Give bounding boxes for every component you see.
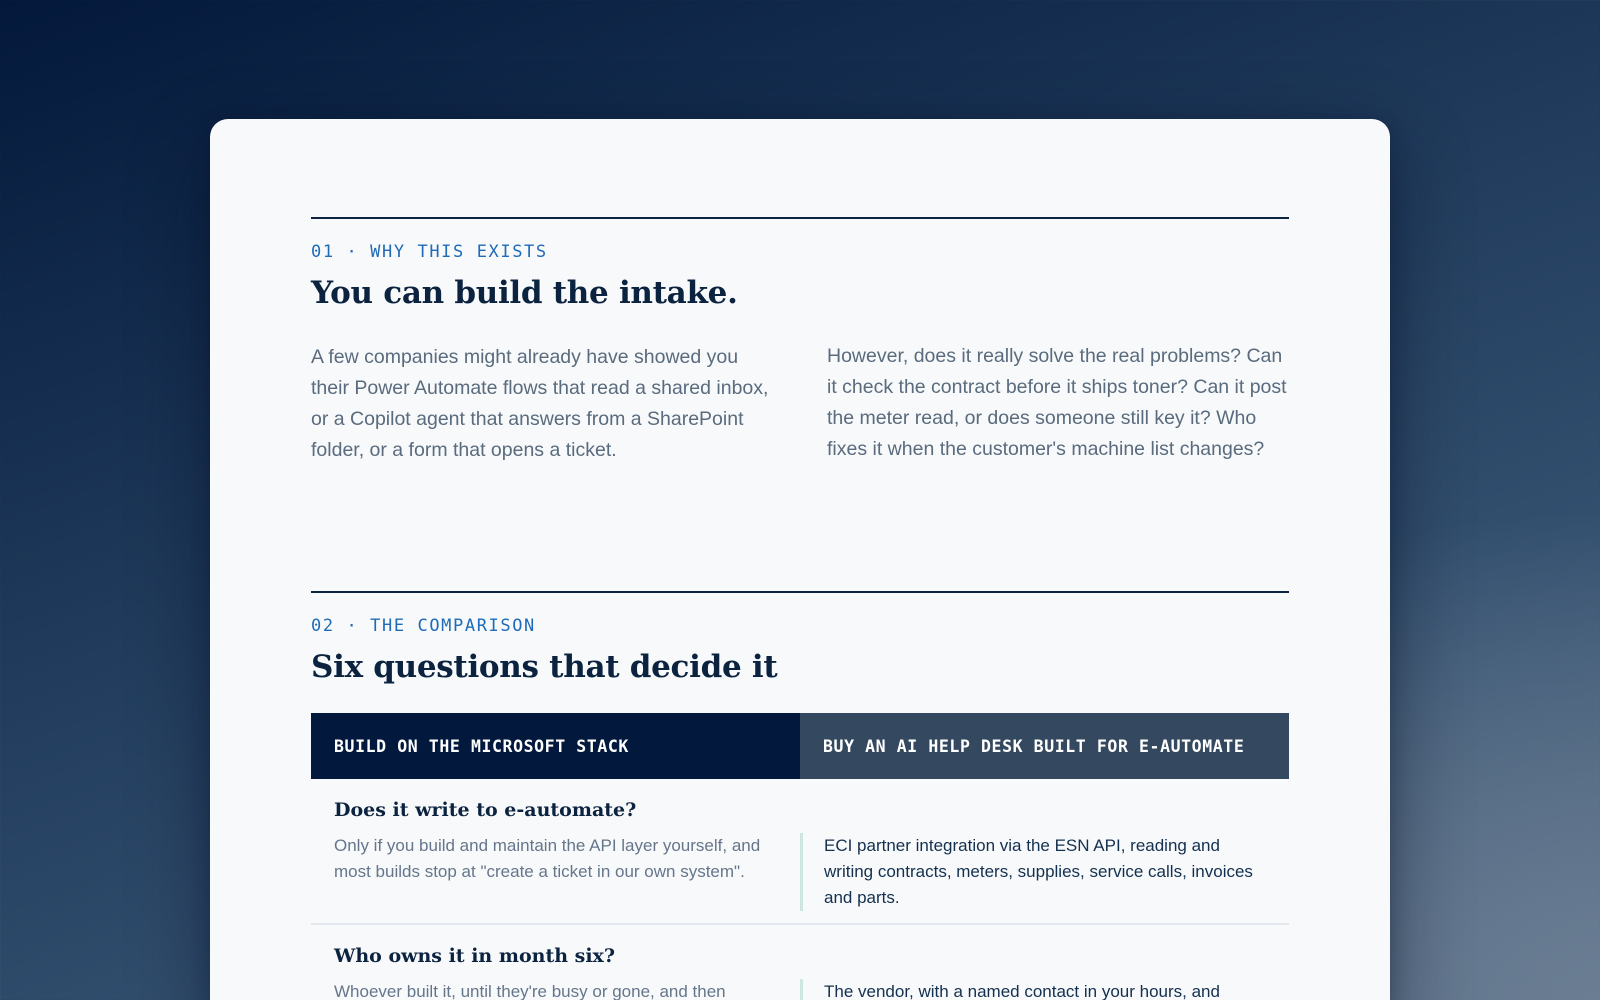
cell-buy: The vendor, with a named contact in your hours, and (800, 979, 1289, 1000)
section-eyebrow: 02 · THE COMPARISON (311, 616, 536, 636)
cell-build: Only if you build and maintain the API layer yourself, and most builds stop at "create a ticket in our own system". (334, 836, 761, 881)
section-divider (311, 217, 1289, 219)
intro-right-paragraph: However, does it really solve the real problems? Can it check the contract before it ships toner? Can it post the meter read, or does someone still key it? Who fixes it when the customer's machine list changes? (827, 345, 1287, 460)
cell-build: Whoever built it, until they're busy or gone, and then (334, 982, 726, 1000)
content-card (210, 119, 1390, 1000)
row-body (311, 979, 1289, 1000)
row-body (311, 833, 1289, 911)
section-divider (311, 591, 1289, 593)
column-header-buy: BUY AN AI HELP DESK BUILT FOR E-AUTOMATE (800, 713, 1289, 779)
section-comparison (311, 591, 1289, 1000)
comparison-table-header (311, 713, 1289, 779)
row-question: Does it write to e-automate? (334, 799, 637, 821)
section-eyebrow: 01 · WHY THIS EXISTS (311, 242, 548, 262)
intro-left-paragraph: A few companies might already have showed you their Power Automate flows that read a shared inbox, or a Copilot agent that answers from a SharePoint folder, or a form that opens a ticket. (311, 346, 769, 461)
cell-buy: ECI partner integration via the ESN API, reading and writing contracts, meters, supplies, service calls, invoices and parts. (800, 833, 1289, 911)
intro-columns (311, 342, 1289, 466)
section-heading: You can build the intake. (311, 275, 738, 311)
section-why-this-exists (311, 217, 1289, 466)
column-header-build: BUILD ON THE MICROSOFT STACK (311, 713, 800, 779)
comparison-table (311, 713, 1289, 1000)
table-row (311, 779, 1289, 925)
table-row (311, 925, 1289, 1000)
row-question: Who owns it in month six? (334, 945, 616, 967)
section-heading: Six questions that decide it (311, 649, 778, 685)
